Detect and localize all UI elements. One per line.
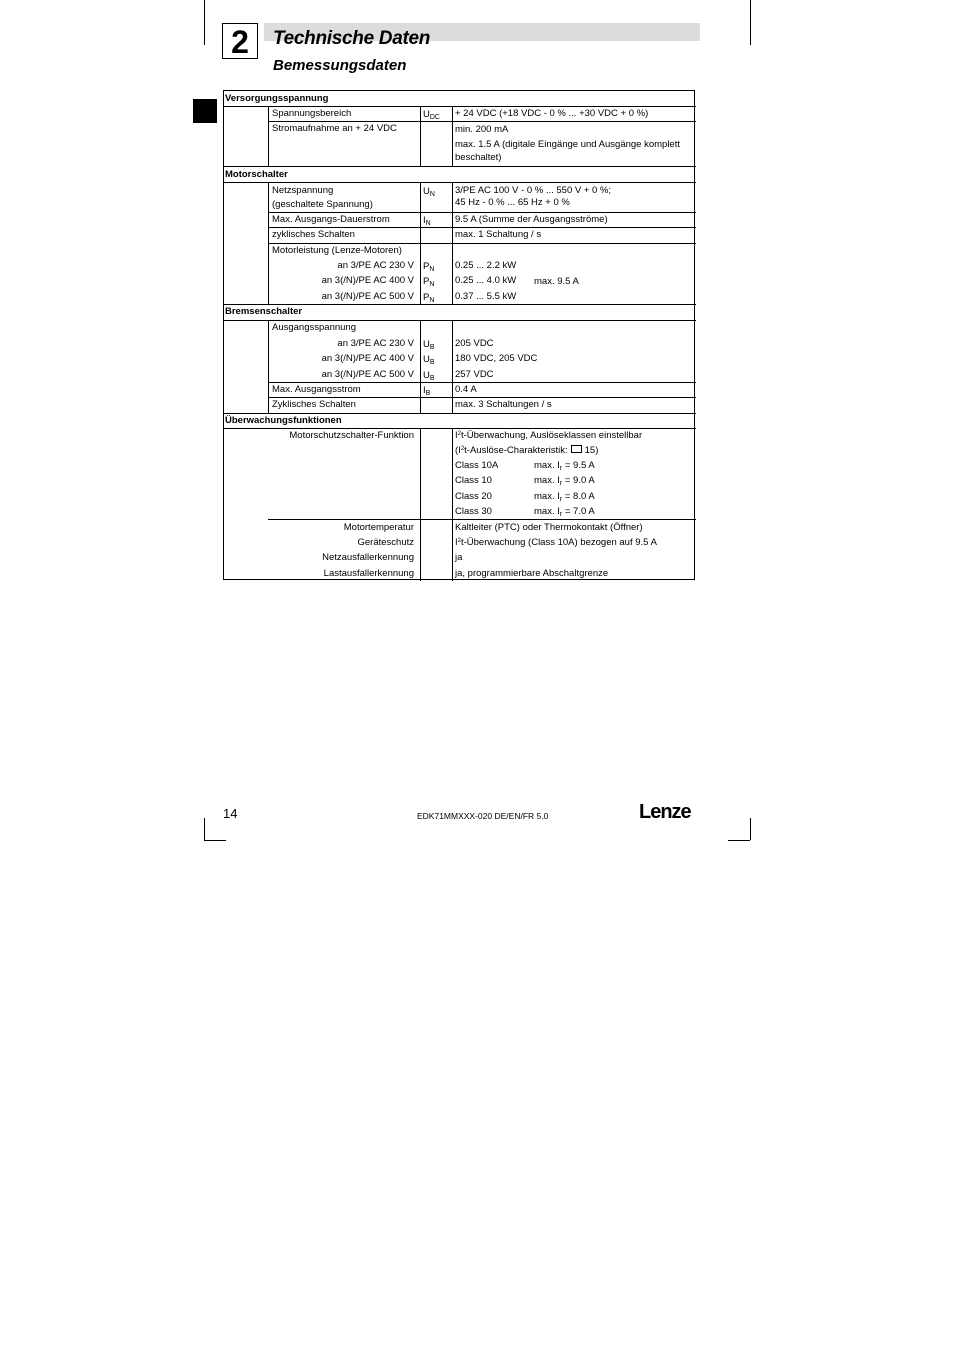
motor-power-label: Motorleistung (Lenze-Motoren) <box>272 245 402 256</box>
rule <box>420 182 421 304</box>
monitor-row-value: ja, programmierbare Abschaltgrenze <box>455 568 609 579</box>
rule <box>268 212 696 213</box>
trip-class-name: Class 30 <box>455 506 492 517</box>
trip-class-value: max. $I_r = 8.0$ A <box>534 491 595 503</box>
rule <box>224 304 696 305</box>
supply-current-value: beschaltet) <box>455 152 502 163</box>
brake-voltage-row-value: 205 VDC <box>455 338 494 349</box>
brake-voltage-row-label: an 3(/N)/PE AC 400 V <box>321 353 414 364</box>
brake-voltage-row-symbol: $U_B$ <box>423 339 435 351</box>
rule <box>224 428 696 429</box>
monitor-row-value: Kaltleiter (PTC) oder Thermokontakt (Öffner) <box>455 522 643 533</box>
supply-range-value: + 24 VDC (+18 VDC - 0 % ... +30 VDC + 0 %) <box>455 108 649 119</box>
rule <box>224 106 696 107</box>
brake-voltage-row-value: 180 VDC, 205 VDC <box>455 353 538 364</box>
crop-mark-bottom-left-h <box>204 840 226 841</box>
trip-class-value: max. $I_r = 7.0$ A <box>534 506 595 518</box>
rule <box>268 382 696 383</box>
brake-current-value: 0.4 A <box>455 384 477 395</box>
motor-current-label: Max. Ausgangs-Dauerstrom <box>272 214 390 225</box>
rule <box>268 227 696 228</box>
rule <box>224 182 696 183</box>
rule <box>224 320 696 321</box>
motor-power-row-symbol: $P_N$ <box>423 276 435 288</box>
motor-mains-symbol: $U_N$ <box>423 186 435 198</box>
motor-power-row-symbol: $P_N$ <box>423 292 435 304</box>
motor-power-max: max. 9.5 A <box>534 276 579 287</box>
section-heading-monitor: Überwachungsfunktionen <box>225 415 342 426</box>
supply-range-symbol: $U_{DC}$ <box>423 109 440 121</box>
rule <box>224 166 696 167</box>
brake-voltage-row-value: 257 VDC <box>455 369 494 380</box>
monitor-row-label: Geräteschutz <box>357 537 414 548</box>
rule <box>268 106 269 166</box>
motor-mains-value: 3/PE AC 100 V - 0 % ... 550 V + 0 %; <box>455 185 612 196</box>
monitor-protect-label: Motorschutzschalter-Funktion <box>289 430 414 441</box>
chapter-tab-marker <box>193 99 217 123</box>
crop-mark-bottom-left-v <box>204 818 205 840</box>
supply-current-value: max. 1.5 A (digitale Eingänge und Ausgänge komplett <box>455 139 680 150</box>
crop-mark-top-right <box>750 0 751 45</box>
trip-class-name: Class 10 <box>455 475 492 486</box>
brake-cyclic-value: max. 3 Schaltungen / s <box>455 399 552 410</box>
trip-class-name: Class 20 <box>455 491 492 502</box>
crop-mark-bottom-right-h <box>728 840 750 841</box>
motor-cyclic-value: max. 1 Schaltung / s <box>455 229 542 240</box>
supply-range-label: Spannungsbereich <box>272 108 352 119</box>
monitor-row-value: ja <box>455 552 463 563</box>
brake-cyclic-label: Zyklisches Schalten <box>272 399 356 410</box>
brake-voltage-row-label: an 3/PE AC 230 V <box>337 338 414 349</box>
motor-cyclic-label: zyklisches Schalten <box>272 229 355 240</box>
trip-class-value: max. $I_r = 9.5$ A <box>534 460 595 472</box>
page-title: Technische Daten <box>273 28 431 49</box>
motor-mains-value: 45 Hz - 0 % ... 65 Hz + 0 % <box>455 197 570 208</box>
motor-power-row-label: an 3/PE AC 230 V <box>337 260 414 271</box>
trip-class-name: Class 10A <box>455 460 499 471</box>
motor-current-value: 9.5 A (Summe der Ausgangsströme) <box>455 214 608 225</box>
rule <box>268 182 269 304</box>
rule <box>420 320 421 413</box>
motor-mains-label: Netzspannung <box>272 185 334 196</box>
monitor-protect-line: $I^2t$-Überwachung, Auslöseklassen einstellbar <box>455 430 643 441</box>
monitor-row-value: $I^2t$-Überwachung (Class 10A) bezogen auf 9.5 A <box>455 537 657 548</box>
crop-mark-top-left <box>204 0 205 45</box>
section-heading-motor: Motorschalter <box>225 169 288 180</box>
page-subtitle: Bemessungsdaten <box>273 57 407 74</box>
rule <box>420 106 421 166</box>
document-id: EDK71MMXXX-020 DE/EN/FR 5.0 <box>417 811 549 821</box>
rule <box>452 182 453 304</box>
monitor-row-label: Motortemperatur <box>343 522 414 533</box>
rule <box>268 121 696 122</box>
rule <box>452 428 453 581</box>
motor-power-row-label: an 3(/N)/PE AC 400 V <box>321 275 414 286</box>
brake-current-label: Max. Ausgangsstrom <box>272 384 361 395</box>
trip-class-value: max. $I_r = 9.0$ A <box>534 475 595 487</box>
monitor-row-label: Lastausfallerkennung <box>323 568 414 579</box>
rule <box>452 106 453 166</box>
motor-current-symbol: $I_N$ <box>423 215 431 227</box>
section-heading-supply: Versorgungsspannung <box>225 93 329 104</box>
supply-current-label: Stromaufnahme an + 24 VDC <box>272 123 397 134</box>
chapter-number: 2 <box>222 23 258 59</box>
crop-mark-bottom-right-v <box>750 818 751 840</box>
motor-power-row-symbol: $P_N$ <box>423 261 435 273</box>
brake-current-symbol: $I_B$ <box>423 385 431 397</box>
brake-voltage-label: Ausgangsspannung <box>272 322 356 333</box>
brake-voltage-row-symbol: $U_B$ <box>423 354 435 366</box>
page-number: 14 <box>223 806 238 821</box>
motor-power-row-value: 0.37 ... 5.5 kW <box>455 291 517 302</box>
motor-mains-label: (geschaltete Spannung) <box>272 199 373 210</box>
rule <box>420 428 421 581</box>
rule <box>268 397 696 398</box>
supply-current-value: min. 200 mA <box>455 124 509 135</box>
monitor-protect-line: ($I^2t-Auslöse$-Charakteristik: 15) <box>455 445 599 456</box>
spec-table <box>223 90 695 580</box>
rule <box>224 413 696 414</box>
brake-voltage-row-symbol: $U_B$ <box>423 370 435 382</box>
monitor-row-label: Netzausfallerkennung <box>322 552 414 563</box>
motor-power-row-value: 0.25 ... 2.2 kW <box>455 260 517 271</box>
rule <box>268 243 696 244</box>
rule <box>268 320 269 413</box>
section-heading-brake: Bremsenschalter <box>225 306 303 317</box>
brand-logo: Lenze <box>639 801 691 823</box>
brake-voltage-row-label: an 3(/N)/PE AC 500 V <box>321 369 414 380</box>
rule <box>268 519 696 520</box>
rule <box>452 320 453 413</box>
motor-power-row-label: an 3(/N)/PE AC 500 V <box>321 291 414 302</box>
book-reference-icon <box>571 445 582 453</box>
motor-power-row-value: 0.25 ... 4.0 kW <box>455 275 517 286</box>
